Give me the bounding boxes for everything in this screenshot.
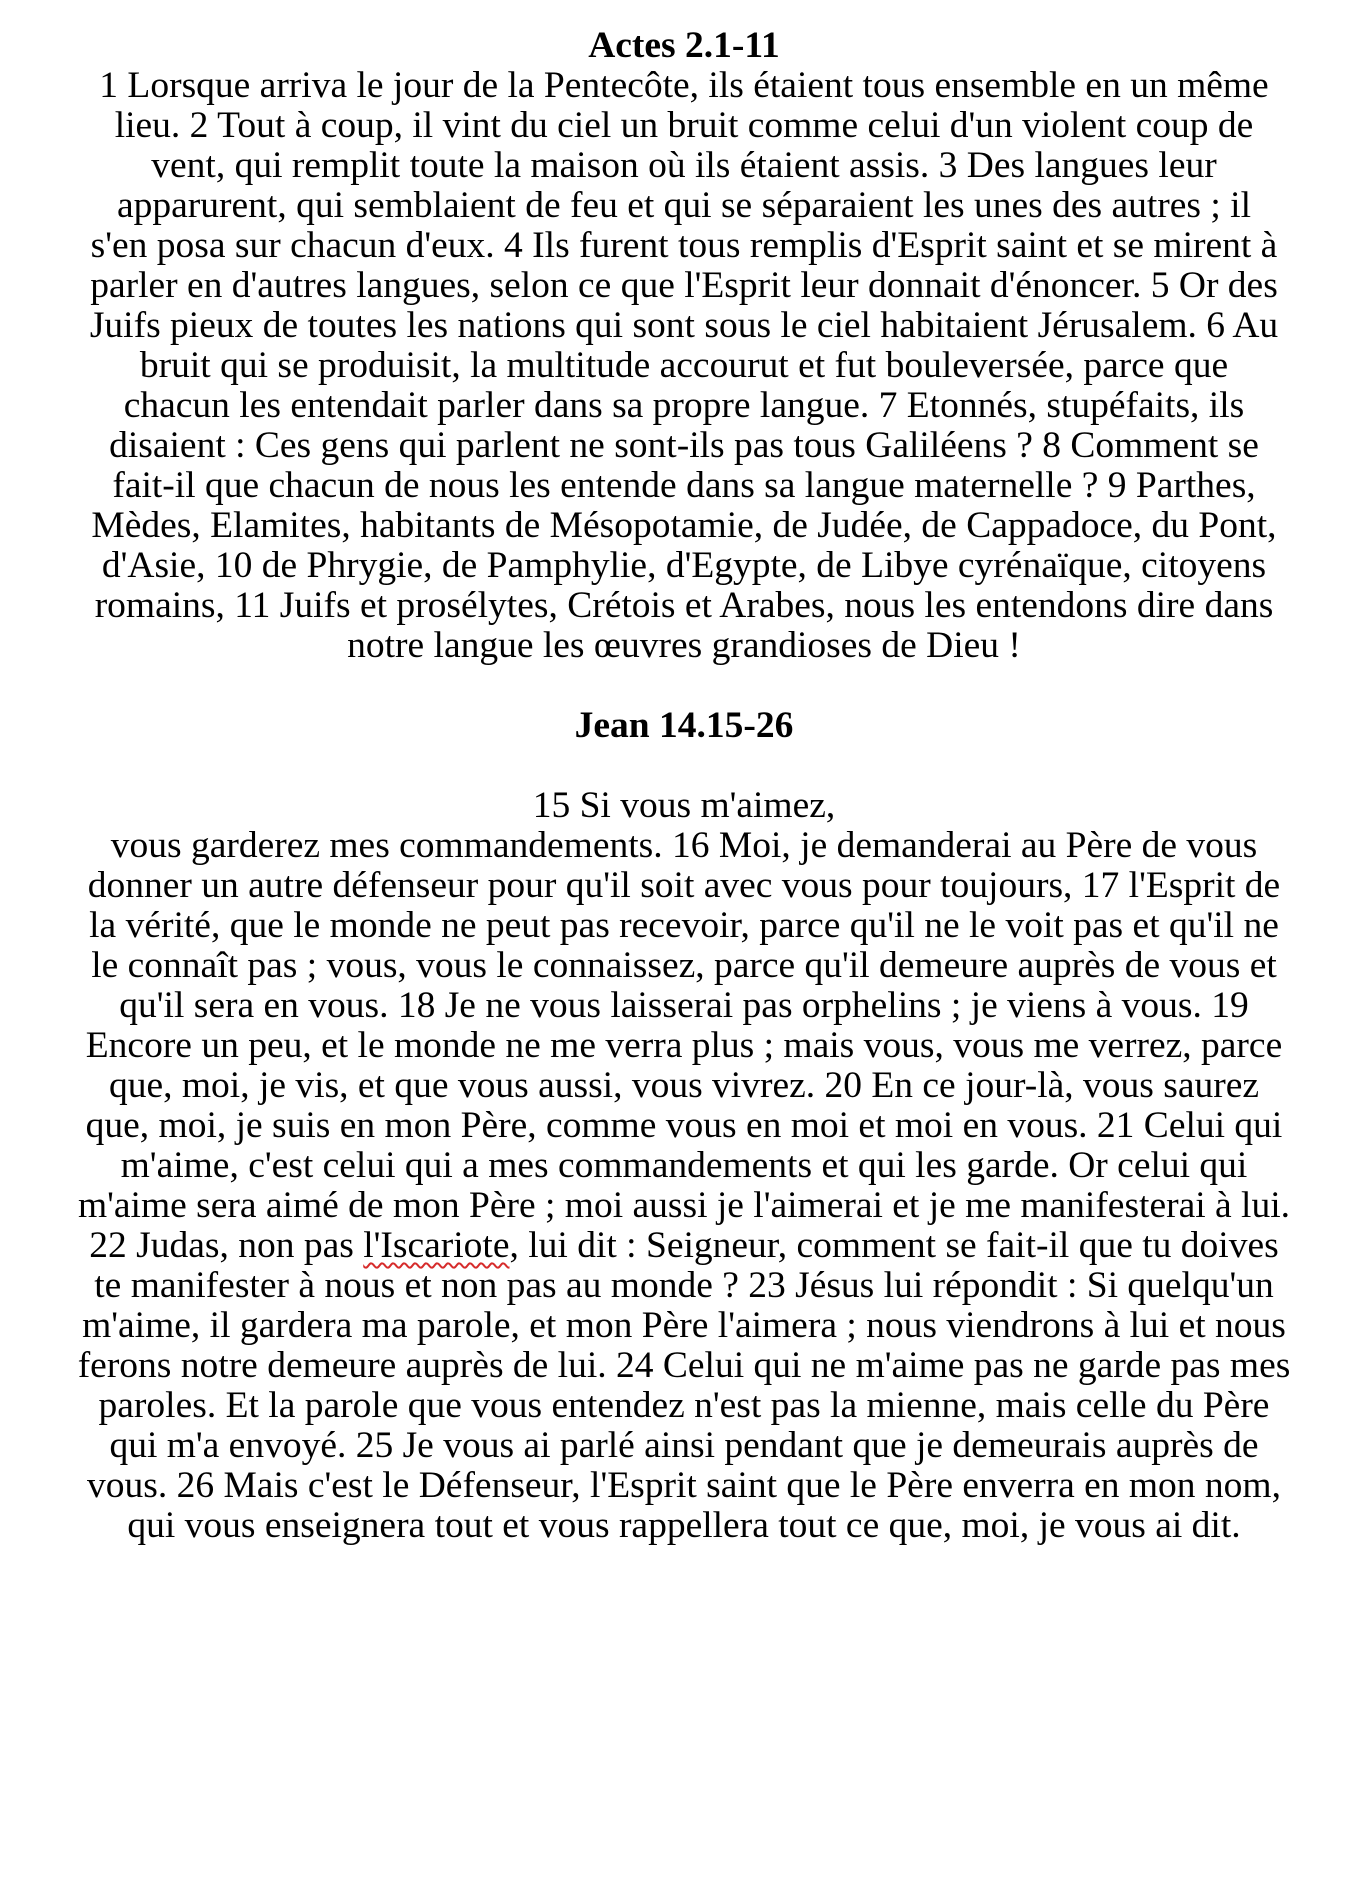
text-line: s'en posa sur chacun d'eux. 4 Ils furent tous remplis d'Esprit saint et se mirent à	[90, 225, 1278, 266]
text-line: romains, 11 Juifs et prosélytes, Crétois et Arabes, nous les entendons dire dans	[94, 585, 1274, 626]
text-line: m'aime, il gardera ma parole, et mon Père l'aimera ; nous viendrons à lui et nous	[82, 1305, 1286, 1346]
text-line: m'aime sera aimé de mon Père ; moi aussi je l'aimerai et je me manifesterai à lui.	[77, 1185, 1291, 1226]
text-line: apparurent, qui semblaient de feu et qui se séparaient les unes des autres ; il	[117, 185, 1251, 226]
text-line: chacun les entendait parler dans sa propre langue. 7 Etonnés, stupéfaits, ils	[123, 385, 1245, 426]
passage-title-actes: Actes 2.1-11	[588, 25, 780, 66]
text-line: qui vous enseignera tout et vous rappellera tout ce que, moi, je vous ai dit.	[127, 1505, 1241, 1546]
text-line: Juifs pieux de toutes les nations qui sont sous le ciel habitaient Jérusalem. 6 Au	[89, 305, 1279, 346]
text-line: parler en d'autres langues, selon ce que l'Esprit leur donnait d'énoncer. 5 Or des	[90, 265, 1278, 306]
text-line: vous. 26 Mais c'est le Défenseur, l'Esprit saint que le Père enverra en mon nom,	[87, 1465, 1281, 1506]
text-line: lieu. 2 Tout à coup, il vint du ciel un bruit comme celui d'un violent coup de	[114, 105, 1254, 146]
text-line: disaient : Ces gens qui parlent ne sont-ils pas tous Galiléens ? 8 Comment se	[109, 425, 1259, 466]
text-line: vent, qui remplit toute la maison où ils étaient assis. 3 Des langues leur	[151, 145, 1217, 186]
text-line: que, moi, je vis, et que vous aussi, vous vivrez. 20 En ce jour-là, vous saurez	[108, 1065, 1260, 1106]
text-line: ferons notre demeure auprès de lui. 24 Celui qui ne m'aime pas ne garde pas mes	[77, 1345, 1291, 1386]
text-line: 15 Si vous m'aimez,	[532, 785, 836, 826]
text-line: Mèdes, Elamites, habitants de Mésopotamie, de Judée, de Cappadoce, du Pont,	[91, 505, 1277, 546]
text-fragment: , lui dit : Seigneur, comment se fait-il que tu doives	[509, 1225, 1279, 1266]
text-line: la vérité, que le monde ne peut pas recevoir, parce qu'il ne le voit pas et qu'il ne	[89, 905, 1279, 946]
text-line: Encore un peu, et le monde ne me verra plus ; mais vous, vous me verrez, parce	[85, 1025, 1283, 1066]
text-line: notre langue les œuvres grandioses de Dieu !	[347, 625, 1021, 666]
text-line: 1 Lorsque arriva le jour de la Pentecôte, ils étaient tous ensemble en un même	[99, 65, 1269, 106]
text-line: qui m'a envoyé. 25 Je vous ai parlé ainsi pendant que je demeurais auprès de	[109, 1425, 1259, 1466]
text-line: qu'il sera en vous. 18 Je ne vous laisserai pas orphelins ; je viens à vous. 19	[119, 985, 1249, 1026]
text-line: fait-il que chacun de nous les entende dans sa langue maternelle ? 9 Parthes,	[112, 465, 1256, 506]
text-line: donner un autre défenseur pour qu'il soit avec vous pour toujours, 17 l'Esprit de	[87, 865, 1281, 906]
text-line: vous garderez mes commandements. 16 Moi, je demanderai au Père de vous	[110, 825, 1258, 866]
text-line: m'aime, c'est celui qui a mes commandements et qui les garde. Or celui qui	[120, 1145, 1248, 1186]
passage-title-jean: Jean 14.15-26	[574, 705, 794, 746]
text-line: paroles. Et la parole que vous entendez n'est pas la mienne, mais celle du Père	[98, 1385, 1270, 1426]
text-line: le connaît pas ; vous, vous le connaissez, parce qu'il demeure auprès de vous et	[91, 945, 1277, 986]
text-line: bruit qui se produisit, la multitude accourut et fut bouleversée, parce que	[139, 345, 1229, 386]
text-fragment: 22 Judas, non pas	[89, 1225, 364, 1266]
spellcheck-flagged-word[interactable]: l'Iscariote	[363, 1225, 510, 1266]
text-line: que, moi, je suis en mon Père, comme vous en moi et moi en vous. 21 Celui qui	[85, 1105, 1283, 1146]
text-line: te manifester à nous et non pas au monde ? 23 Jésus lui répondit : Si quelqu'un	[94, 1265, 1274, 1306]
text-line: d'Asie, 10 de Phrygie, de Pamphylie, d'Egypte, de Libye cyrénaïque, citoyens	[101, 545, 1267, 586]
